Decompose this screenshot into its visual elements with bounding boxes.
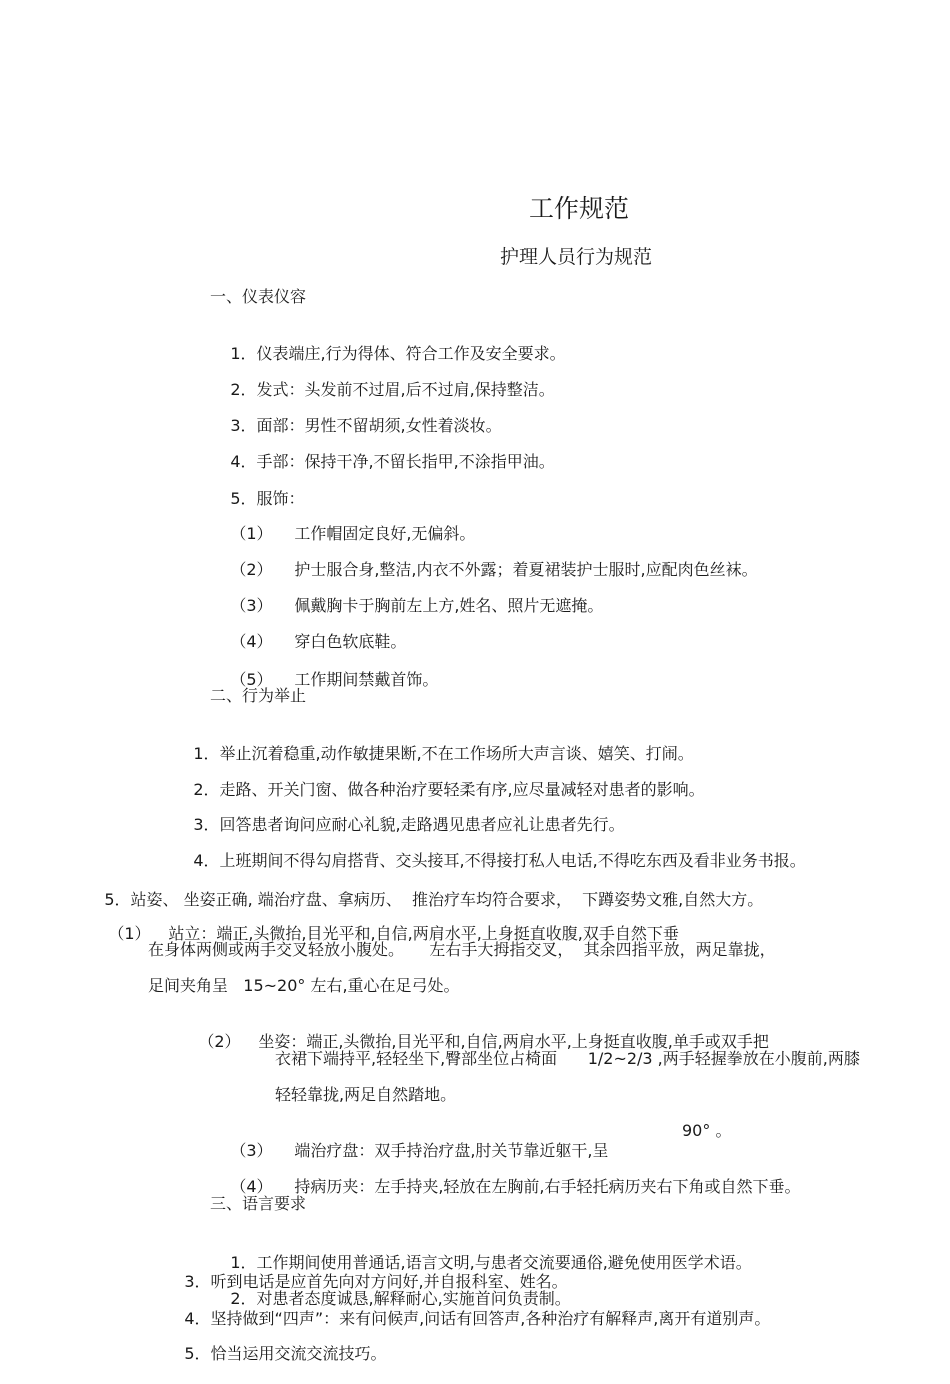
standing-posture-line3: 足间夹角呈 15~20° 左右,重心在足弓处。 — [148, 976, 460, 995]
item-text: 上班期间不得勾肩搭背、交头接耳,不得接打私人电话,不得吃东西及看非业务书报。 — [219, 851, 806, 870]
item-text: 工作期间使用普通话,语言文明,与患者交流要通俗,避免使用医学术语。 — [256, 1253, 752, 1272]
item-number: 5． — [104, 890, 131, 909]
tray-angle: 90° 。 — [682, 1121, 732, 1140]
sub-item-number: （4） — [230, 632, 273, 651]
sub-list-item — [210, 540, 758, 579]
section-heading-language: 三、语言要求 — [210, 1194, 307, 1213]
sub-item-text: 护士服合身,整洁,内衣不外露；着夏裙装护士服时,应配肉色丝袜。 — [294, 560, 758, 579]
sub-list-item — [210, 576, 604, 615]
item-number: 3． — [184, 1272, 211, 1291]
sub-item-text: 站立：端正,头微抬,目光平和,自信,两肩水平,上身挺直收腹,双手自然下垂 — [168, 924, 679, 943]
item-number: 2． — [230, 1289, 257, 1308]
item-text: 站姿、 坐姿正确, 端治疗盘、拿病历、 推治疗车均符合要求， 下蹲姿势文雅,自然大方。 — [130, 890, 764, 909]
item-number: 1． — [193, 744, 220, 763]
sitting-posture — [178, 1012, 769, 1051]
item-number: 3． — [230, 416, 257, 435]
list-item — [84, 870, 764, 909]
standing-posture-line2: 在身体两侧或两手交叉轻放小腹处。 左右手大拇指交叉， 其余四指平放，两足靠拢， — [148, 940, 776, 959]
item-text: 回答患者询问应耐心礼貌,走路遇见患者应礼让患者先行。 — [219, 815, 625, 834]
list-item — [210, 1233, 752, 1272]
sub-item-text: 工作帽固定良好,无偏斜。 — [294, 524, 476, 543]
sub-item-number: （2） — [230, 560, 273, 579]
sub-item-number: （2） — [198, 1032, 241, 1051]
sub-item-text: 持病历夹：左手持夹,轻放在左胸前,右手轻托病历夹右下角或自然下垂。 — [294, 1177, 801, 1196]
item-number: 5． — [230, 489, 257, 508]
sub-list-item — [210, 612, 407, 651]
item-number: 1． — [230, 1253, 257, 1272]
item-text: 举止沉着稳重,动作敏捷果断,不在工作场所大声言谈、嬉笑、打闹。 — [219, 744, 694, 763]
item-text: 听到电话是应首先向对方问好,并自报科室、姓名。 — [210, 1272, 568, 1291]
item-text: 面部：男性不留胡须,女性着淡妆。 — [256, 416, 502, 435]
sub-list-item — [210, 650, 439, 689]
standing-posture — [88, 904, 679, 943]
item-number: 4． — [193, 851, 220, 870]
list-item — [173, 724, 694, 763]
item-text: 手部：保持干净,不留长指甲,不涂指甲油。 — [256, 452, 555, 471]
sub-item-text: 工作期间禁戴首饰。 — [294, 670, 439, 689]
list-item — [173, 795, 625, 834]
list-item — [210, 396, 502, 435]
item-text: 走路、开关门窗、做各种治疗要轻柔有序,应尽量减轻对患者的影响。 — [219, 780, 705, 799]
item-text: 对患者态度诚恳,解释耐心,实施首问负责制。 — [256, 1289, 571, 1308]
list-item — [210, 1269, 571, 1308]
item-text: 坚持做到“四声”：来有问候声,问话有回答声,各种治疗有解释声,离开有道别声。 — [210, 1309, 771, 1328]
item-number: 4． — [184, 1309, 211, 1328]
list-item — [173, 831, 806, 870]
item-text: 服饰： — [256, 489, 305, 508]
sub-item-number: （1） — [108, 924, 151, 943]
sub-item-number: （3） — [230, 596, 273, 615]
document-title: 工作规范 — [529, 194, 630, 223]
item-number: 2． — [230, 380, 257, 399]
section-heading-appearance: 一、仪表仪容 — [210, 287, 307, 306]
sub-item-number: （3） — [230, 1141, 273, 1160]
list-item — [210, 360, 555, 399]
list-item — [173, 760, 705, 799]
item-text: 发式：头发前不过眉,后不过肩,保持整洁。 — [256, 380, 555, 399]
sub-item-text: 穿白色软底鞋。 — [294, 632, 407, 651]
item-text: 恰当运用交流交流技巧。 — [210, 1344, 387, 1363]
tray-posture — [210, 1121, 609, 1160]
item-number: 5． — [184, 1344, 211, 1363]
sub-item-text: 端治疗盘：双手持治疗盘,肘关节靠近躯干,呈 — [294, 1141, 609, 1160]
sub-item-text: 佩戴胸卡于胸前左上方,姓名、照片无遮掩。 — [294, 596, 604, 615]
document-subtitle: 护理人员行为规范 — [500, 246, 653, 268]
sitting-posture-line2: 衣裙下端持平,轻轻坐下,臀部坐位占椅面 1/2~2/3 ,两手轻握拳放在小腹前,两膝 — [275, 1049, 860, 1068]
list-item — [210, 324, 566, 363]
item-number: 4． — [230, 452, 257, 471]
sub-item-number: （5） — [230, 670, 273, 689]
list-item — [210, 432, 555, 471]
sub-list-item — [210, 504, 476, 543]
sub-item-text: 坐姿：端正,头微抬,目光平和,自信,两肩水平,上身挺直收腹,单手或双手把 — [258, 1032, 769, 1051]
chart-posture — [210, 1157, 801, 1196]
list-item — [210, 469, 305, 508]
item-text: 仪表端庄,行为得体、符合工作及安全要求。 — [256, 344, 566, 363]
list-item — [164, 1289, 771, 1328]
sub-item-number: （1） — [230, 524, 273, 543]
item-number: 2． — [193, 780, 220, 799]
sitting-posture-line3: 轻轻靠拢,两足自然踏地。 — [275, 1085, 457, 1104]
item-number: 3． — [193, 815, 220, 834]
item-number: 1． — [230, 344, 257, 363]
list-item — [164, 1324, 387, 1363]
sub-item-number: （4） — [230, 1177, 273, 1196]
section-heading-behavior: 二、行为举止 — [210, 686, 307, 705]
